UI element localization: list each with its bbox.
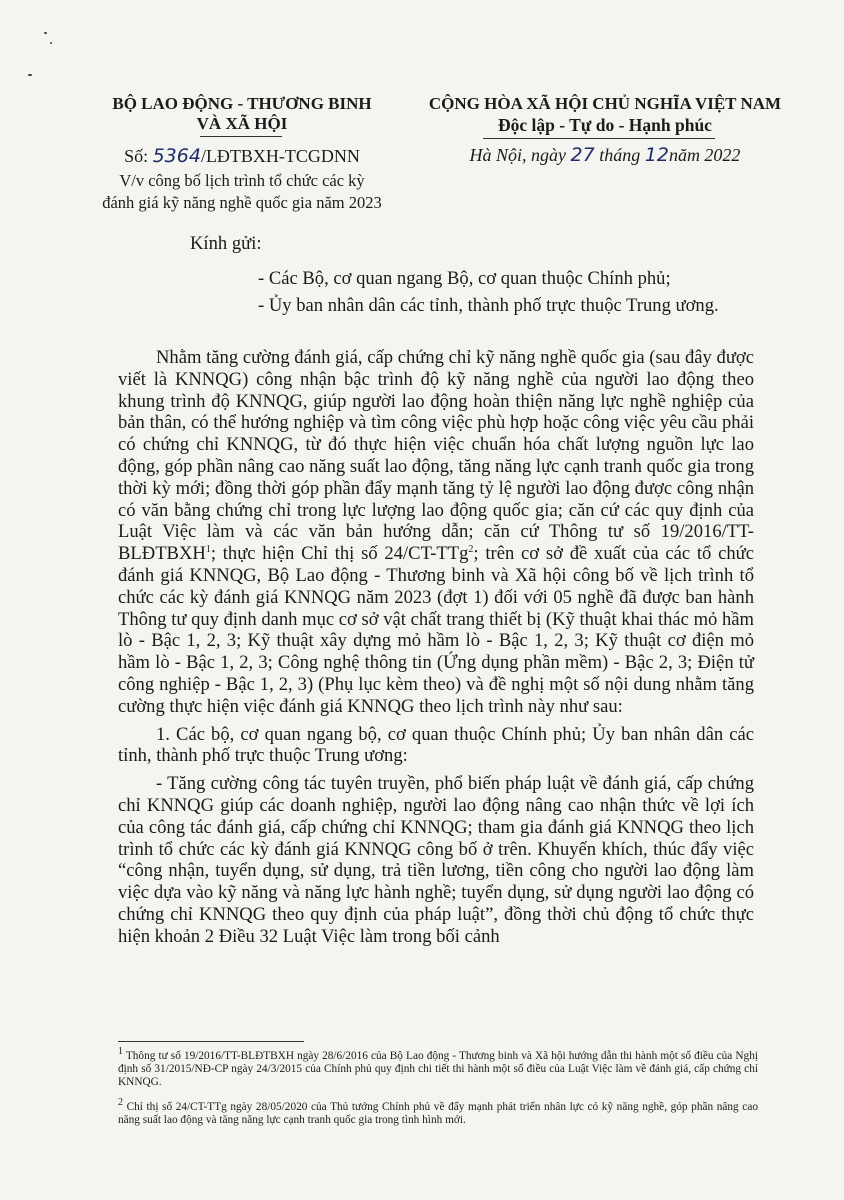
footnote-1 — [118, 1046, 758, 1090]
number-suffix: /LĐTBXH-TCGDNN — [200, 146, 360, 166]
recipients-label: Kính gửi: — [190, 233, 262, 254]
ministry-name — [92, 94, 392, 134]
number-handwritten: 5364 — [152, 145, 201, 167]
footnote-1-text: Thông tư số 19/2016/TT-BLĐTBXH ngày 28/6/2016 của Bộ Lao động - Thương binh và Xã hội hướng dẫn thi hành một số điều của Nghị định số 31/2015/NĐ-CP ngày 24/3/2015 của Chính phủ quy định chi tiết thi hành một số điều của Luật Việc làm về đánh giá, cấp chứng chỉ KNNQG. — [118, 1050, 758, 1089]
body-paragraph-3: - Tăng cường công tác tuyên truyền, phổ biến pháp luật về đánh giá, cấp chứng chỉ KNNQG giúp các doanh nghiệp, người lao động nâng cao nhận thức về lợi ích của công tác đánh giá, cấp chứng chỉ KNNQG; tham gia đánh giá KNNQG theo lịch trình tổ chức các kỳ đánh giá KNNQG công bố ở trên. Khuyến khích, thúc đẩy việc “công nhận, tuyển dụng, sử dụng, trả tiền lương, tiền công cho người lao động làm việc dựa vào kỹ năng và năng lực hành nghề; tuyển dụng, sử dụng người lao động có chứng chỉ KNNQG theo quy định của pháp luật”, đồng thời chủ động tổ chức thực hiện khoản 2 Điều 32 Luật Việc làm trong bối cảnh — [118, 773, 754, 947]
date-month-label: tháng — [599, 145, 641, 165]
ministry-line2: VÀ XÃ HỘI — [196, 114, 288, 133]
subject-line2: đánh giá kỹ năng nghề quốc gia năm 2023 — [102, 193, 382, 212]
footnote-mark-1: 1 — [118, 1046, 123, 1058]
footnote-2 — [118, 1097, 758, 1127]
ministry-line1: BỘ LAO ĐỘNG - THƯƠNG BINH — [112, 94, 372, 113]
body-paragraph-2: 1. Các bộ, cơ quan ngang bộ, cơ quan thuộc Chính phủ; Ủy ban nhân dân các tỉnh, thành phố trực thuộc Trung ương: — [118, 723, 754, 767]
ministry-underline — [200, 136, 282, 137]
date-year: năm 2022 — [668, 145, 741, 165]
scan-speck — [50, 42, 52, 44]
document-body — [118, 347, 754, 954]
motto-underline — [483, 138, 715, 139]
document-date — [410, 144, 800, 166]
recipient-item-1: - Các Bộ, cơ quan ngang Bộ, cơ quan thuộc Chính phủ; — [258, 268, 671, 289]
scan-speck — [44, 32, 47, 34]
footnote-separator — [118, 1041, 304, 1042]
body-paragraph-1 — [118, 347, 754, 718]
nation-title: CỘNG HÒA XÃ HỘI CHỦ NGHĨA VIỆT NAM — [428, 94, 782, 113]
footnote-mark-2: 2 — [118, 1097, 123, 1109]
footnote-ref-2: 2 — [468, 543, 474, 555]
subject-line1: V/v công bố lịch trình tổ chức các kỳ — [119, 171, 365, 190]
scan-speck — [28, 74, 32, 76]
document-subject — [62, 170, 422, 214]
footnote-2-text: Chỉ thị số 24/CT-TTg ngày 28/05/2020 của Thủ tướng Chính phủ về đẩy mạnh phát triển nhân lực có kỹ năng nghề, góp phần nâng cao năng suất lao động và tăng năng lực cạnh tranh quốc gia trong tình hình mới. — [118, 1101, 758, 1127]
date-prefix: Hà Nội, ngày — [469, 145, 567, 165]
body-p1-part3: ; trên cơ sở đề xuất của các tổ chức đánh giá KNNQG, Bộ Lao động - Thương binh và Xã hội công bố về lịch trình tổ chức các kỳ đánh giá KNNQG năm 2023 (đợt 1) đối với 05 nghề đã được ban hành Thông tư quy định danh mục cơ sở vật chất trang thiết bị (Kỹ thuật khai thác mỏ hầm lò - Bậc 1, 2, 3; Kỹ thuật xây dựng mỏ hầm lò - Bậc 1, 2, 3; Kỹ thuật cơ điện mỏ hầm lò - Bậc 1, 2, 3; Công nghệ thông tin (Ứng dụng phần mềm) - Bậc 2, 3; Điện tử công nghiệp - Bậc 1, 2, 3) (Phụ lục kèm theo) và đề nghị một số nội dung nhằm tăng cường thực hiện việc đánh giá KNNQG theo lịch trình này như sau: — [118, 543, 755, 717]
footnote-ref-1: 1 — [205, 543, 211, 555]
number-prefix: Số: — [124, 146, 149, 166]
nation-motto: Độc lập - Tự do - Hạnh phúc — [498, 115, 712, 135]
body-p1-part2: ; thực hiện Chỉ thị số 24/CT-TTg — [210, 543, 469, 565]
date-day: 27 — [570, 144, 595, 166]
recipient-item-2: - Ủy ban nhân dân các tỉnh, thành phố trực thuộc Trung ương. — [258, 295, 719, 316]
body-p1-part1: Nhằm tăng cường đánh giá, cấp chứng chỉ kỹ năng nghề quốc gia (sau đây được viết là KNNQG) công nhận bậc trình độ kỹ năng nghề của người lao động theo khung trình độ KNNQG, giúp người lao động hoàn thiện năng lực nghề nghiệp của bản thân, có thể hướng nghiệp và tìm công việc phù hợp hoặc công việc yêu cầu phải có chứng chỉ KNNQG, từ đó thực hiện việc chuẩn hóa chất lượng nguồn lực lao động, góp phần nâng cao năng suất lao động, tăng năng lực cạnh tranh quốc gia trong thời kỳ mới; đồng thời góp phần đẩy mạnh tăng tỷ lệ người lao động được công nhận có văn bằng chứng chỉ trong lực lượng lao động quốc gia; căn cứ các quy định của Luật Việc làm và các văn bản hướng dẫn; căn cứ Thông tư số 19/2016/TT-BLĐTBXH — [118, 347, 754, 565]
document-number — [92, 145, 392, 167]
date-month: 12 — [644, 144, 669, 166]
